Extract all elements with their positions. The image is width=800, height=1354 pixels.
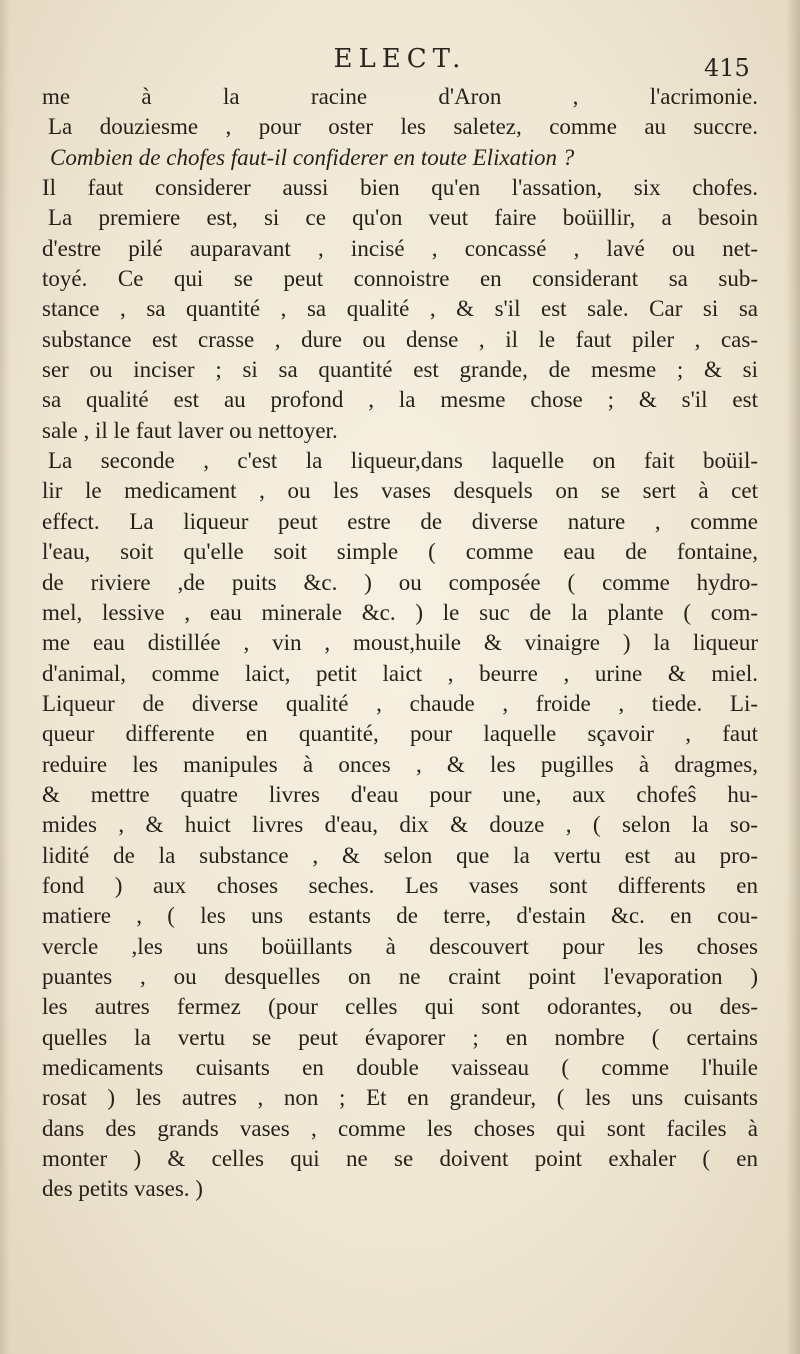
text-line: des petits vases. ) bbox=[42, 1176, 203, 1202]
text-line: d'estre pilé auparavant , incisé , concassé , lavé ou net- bbox=[42, 235, 758, 261]
page-right-shadow bbox=[786, 0, 800, 1354]
page-left-shadow bbox=[0, 0, 10, 1354]
text-line: me eau distillée , vin , moust,huile & vinaigre ) la liqueur bbox=[42, 630, 758, 656]
text-line: puantes , ou desquelles on ne craint point l'evaporation ) bbox=[42, 963, 758, 989]
text-line: vercle ,les uns boüillants à descouvert pour les choses bbox=[42, 933, 758, 959]
page-number: 415 bbox=[704, 54, 750, 82]
text-line: La douziesme , pour oster les saletez, comme au succre. bbox=[48, 114, 758, 140]
text-line: de riviere ,de puits &c. ) ou composée ( comme hydro- bbox=[42, 569, 758, 595]
text-line: substance est crasse , dure ou dense , il le faut piler , cas- bbox=[42, 326, 758, 352]
text-line: monter ) & celles qui ne se doivent point exhaler ( en bbox=[42, 1146, 758, 1172]
text-line: rosat ) les autres , non ; Et en grandeur, ( les uns cuisants bbox=[42, 1085, 758, 1111]
text-line: lidité de la substance , & selon que la vertu est au pro- bbox=[42, 842, 758, 868]
text-line: reduire les manipules à onces , & les pugilles à dragmes, bbox=[42, 751, 758, 777]
text-line: toyé. Ce qui se peut connoistre en considerant sa sub- bbox=[42, 266, 758, 292]
text-line: fond ) aux choses seches. Les vases sont differents en bbox=[42, 872, 758, 898]
text-line: effect. La liqueur peut estre de diverse nature , comme bbox=[42, 508, 758, 534]
text-line: & mettre quatre livres d'eau pour une, aux chofeŝ hu- bbox=[42, 781, 758, 807]
text-line: quelles la vertu se peut évaporer ; en nombre ( certains bbox=[42, 1024, 758, 1050]
text-line: medicaments cuisants en double vaisseau ( comme l'huile bbox=[42, 1055, 758, 1080]
text-line: Liqueur de diverse qualité , chaude , froide , tiede. Li- bbox=[42, 690, 758, 716]
text-line: Il faut considerer aussi bien qu'en l'assation, six chofes. bbox=[42, 175, 758, 201]
text-line: me à la racine d'Aron , l'acrimonie. bbox=[42, 84, 758, 109]
text-line: La premiere est, si ce qu'on veut faire boüillir, a besoin bbox=[48, 205, 758, 231]
text-line: queur differente en quantité, pour laquelle sçavoir , faut bbox=[42, 721, 758, 747]
text-line: sale , il le faut laver ou nettoyer. bbox=[42, 417, 338, 443]
text-line: matiere , ( les uns estants de terre, d'estain &c. en cou- bbox=[42, 903, 758, 929]
text-line: mides , & huict livres d'eau, dix & douze , ( selon la so- bbox=[42, 812, 758, 838]
text-line: mel, lessive , eau minerale &c. ) le suc de la plante ( com- bbox=[42, 599, 758, 625]
running-title: ELECT. bbox=[333, 44, 467, 74]
text-line: d'animal, comme laict, petit laict , beurre , urine & miel. bbox=[42, 660, 758, 686]
text-line: ser ou inciser ; si sa quantité est grande, de mesme ; & si bbox=[42, 357, 758, 383]
text-line: sa qualité est au profond , la mesme chose ; & s'il est bbox=[42, 387, 758, 413]
body-text bbox=[42, 82, 758, 1205]
text-line: l'eau, soit qu'elle soit simple ( comme eau de fontaine, bbox=[42, 539, 758, 565]
text-line: lir le medicament , ou les vases desquels on se sert à cet bbox=[42, 478, 758, 504]
text-line: les autres fermez (pour celles qui sont odorantes, ou des- bbox=[42, 994, 758, 1020]
text-line: stance , sa quantité , sa qualité , & s'il est sale. Car si sa bbox=[42, 296, 758, 322]
text-line: La seconde , c'est la liqueur,dans laquelle on fait boüil- bbox=[48, 448, 758, 474]
text-line: dans des grands vases , comme les choses qui sont faciles à bbox=[42, 1115, 758, 1141]
question-heading: Combien de chofes faut-il confiderer en toute Elixation ? bbox=[50, 144, 575, 170]
